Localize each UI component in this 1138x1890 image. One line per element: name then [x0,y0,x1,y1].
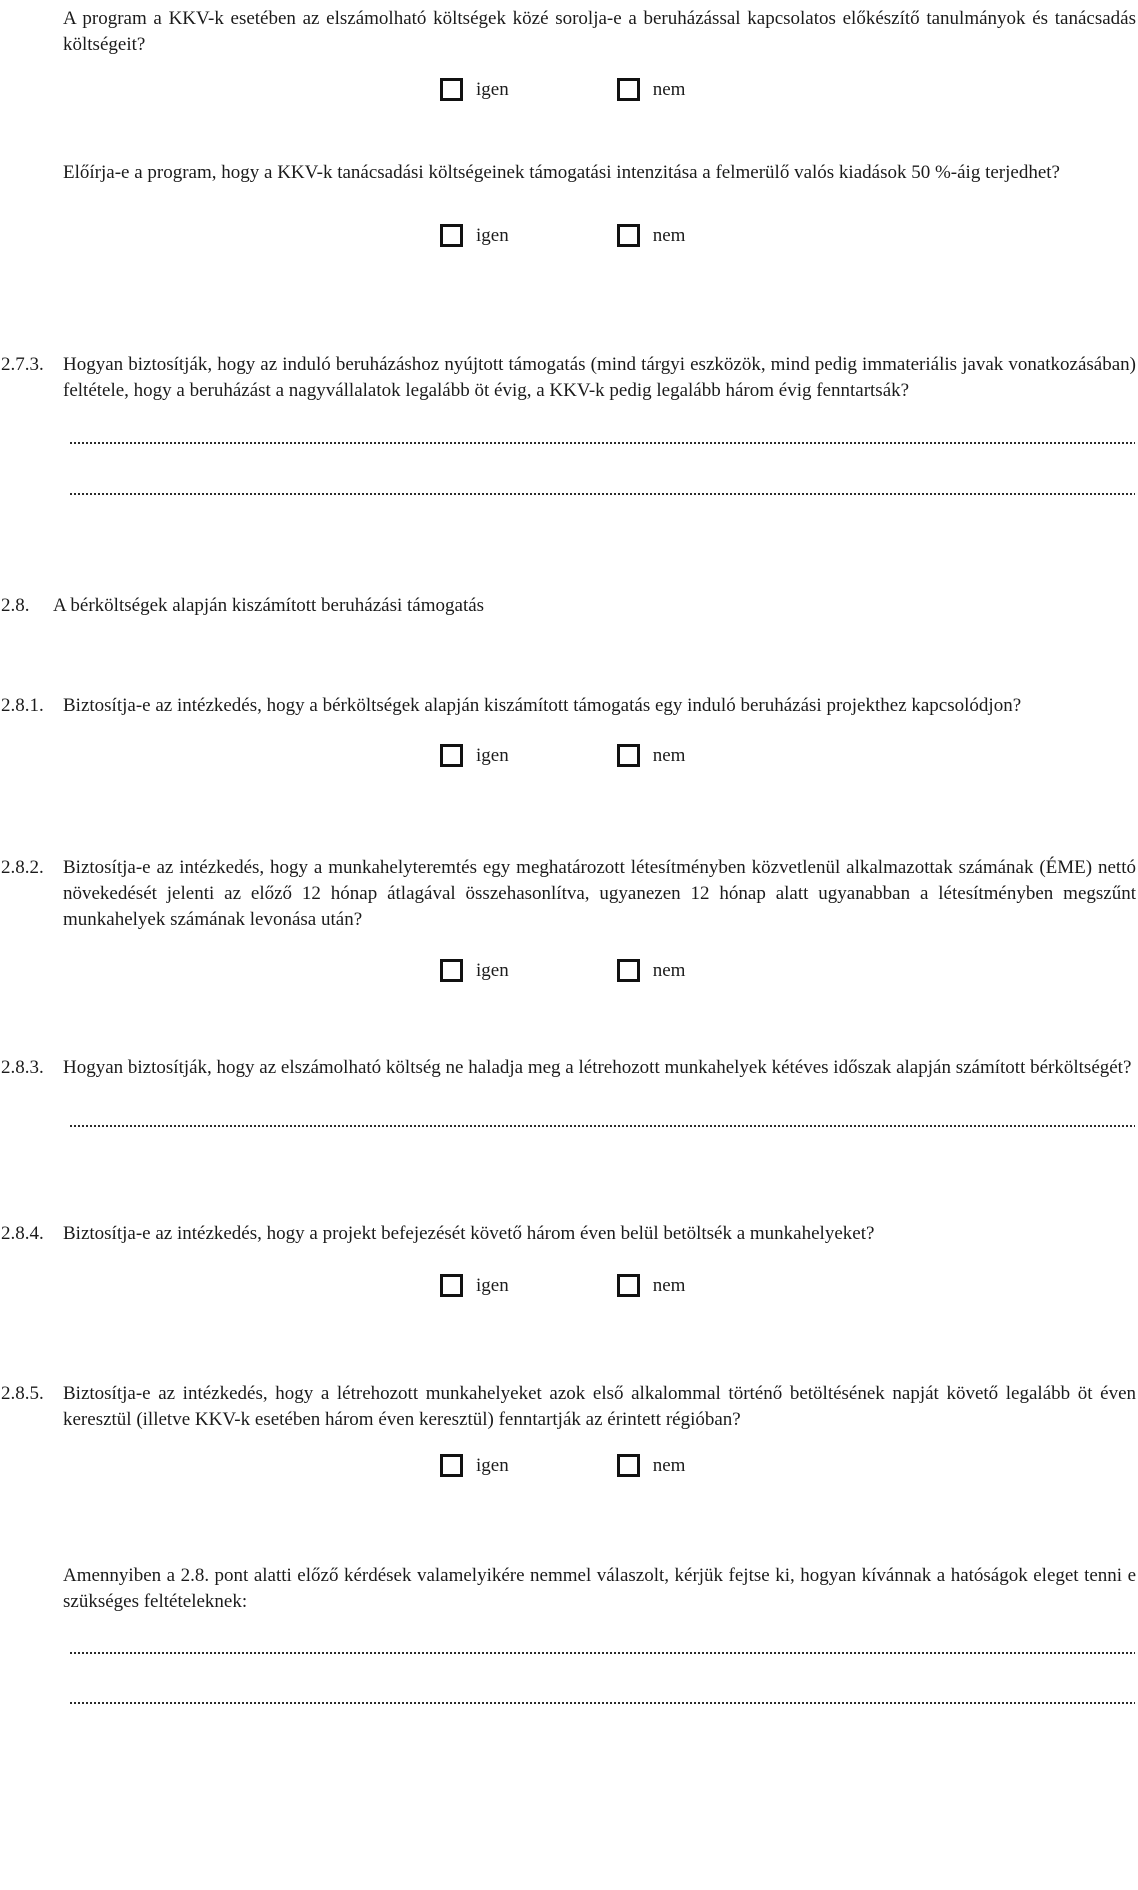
section-heading-2-8 [0,593,1138,619]
answer-line[interactable] [70,492,1135,495]
igen-checkbox[interactable] [440,224,463,247]
answer-row-2-8-5 [440,1454,1138,1477]
answer-line[interactable] [70,441,1135,444]
question-block-2-8-5 [0,1381,1138,1433]
nem-label: nem [652,959,686,981]
igen-option [440,958,509,984]
section-number: 2.8.4. [1,1223,44,1244]
igen-label: igen [476,78,509,100]
question-text: Hogyan biztosítják, hogy az elszámolható költség ne haladja meg a létrehozott munkahelyek kétéves időszak alapján számított bérköltségét? [63,1057,1132,1078]
nem-checkbox[interactable] [617,78,640,101]
igen-checkbox[interactable] [440,1274,463,1297]
question-text: Biztosítja-e az intézkedés, hogy a munkahelyteremtés egy meghatározott létesítményben közvetlenül alkalmazottak számának (ÉME) nettó növekedését jelenti az előző 12 hónap átlagával összehasonlítva, ugyanezen 12 hónap alatt ugyanabban a létesítményben megszűnt munkahelyek számának levonása után? [63,857,1136,930]
section-number: 2.8. [1,595,30,616]
answer-row-preparatory-costs [440,78,1138,101]
answer-row-consulting-intensity [440,224,1138,247]
instruction-text: Amennyiben a 2.8. pont alatti előző kérdések valamelyikére nemmel válaszolt, kérjük fejtse ki, hogyan kívánnak a hatóságok eleget tenni e szükséges feltételeknek: [63,1565,1136,1612]
question-text: Hogyan biztosítják, hogy az induló beruházáshoz nyújtott támogatás (mind tárgyi eszközök, mind pedig immateriális javak vonatkozásában) feltétele, hogy a beruházást a nagyvállalatok legalább öt évig, a KKV-k pedig legalább három évig fenntartsák? [63,354,1136,401]
nem-label: nem [652,744,686,766]
answer-line[interactable] [70,1651,1135,1654]
nem-label: nem [652,224,686,246]
igen-checkbox[interactable] [440,78,463,101]
section-number: 2.8.2. [1,857,44,878]
question-block-2-8-3 [0,1055,1138,1081]
nem-checkbox[interactable] [617,224,640,247]
question-text: Előírja-e a program, hogy a KKV-k tanácsadási költségeinek támogatási intenzitása a felmerülő valós kiadások 50 %-áig terjedhet? [63,162,1060,183]
question-block-2-8-2 [0,855,1138,933]
answer-row-2-8-1 [440,744,1138,767]
question-text: Biztosítja-e az intézkedés, hogy a bérköltségek alapján kiszámított támogatás egy induló beruházási projekthez kapcsolódjon? [63,695,1022,716]
igen-checkbox[interactable] [440,1454,463,1477]
nem-option [617,958,686,984]
nem-checkbox[interactable] [617,1274,640,1297]
nem-label: nem [652,1274,686,1296]
instruction-block-2-8-explanation [0,1563,1138,1615]
question-block-2-8-4 [0,1221,1138,1247]
nem-option [617,223,686,249]
igen-option [440,1273,509,1299]
question-block-2-8-1 [0,693,1138,719]
answer-row-2-8-2 [440,959,1138,982]
question-text: Biztosítja-e az intézkedés, hogy a létrehozott munkahelyeket azok első alkalommal történő betöltésének napját követő legalább öt éven keresztül (illetve KKV-k esetében három éven keresztül) fenntartják az érintett régióban? [63,1383,1136,1430]
section-number: 2.8.5. [1,1383,44,1404]
igen-checkbox[interactable] [440,744,463,767]
nem-label: nem [652,78,686,100]
question-block-consulting-intensity [0,160,1138,186]
igen-checkbox[interactable] [440,959,463,982]
nem-label: nem [652,1454,686,1476]
nem-checkbox[interactable] [617,744,640,767]
answer-row-2-8-4 [440,1274,1138,1297]
nem-option [617,77,686,103]
nem-checkbox[interactable] [617,1454,640,1477]
igen-label: igen [476,1454,509,1476]
section-number: 2.8.1. [1,695,44,716]
igen-option [440,223,509,249]
question-text: Biztosítja-e az intézkedés, hogy a projekt befejezését követő három éven belül betöltsék a munkahelyeket? [63,1223,875,1244]
answer-line[interactable] [70,1124,1135,1127]
igen-option [440,1453,509,1479]
nem-option [617,743,686,769]
question-block-2-7-3 [0,352,1138,404]
igen-label: igen [476,744,509,766]
section-heading-text: A bérköltségek alapján kiszámított beruházási támogatás [53,595,485,616]
nem-checkbox[interactable] [617,959,640,982]
section-number: 2.8.3. [1,1057,44,1078]
igen-option [440,77,509,103]
answer-line[interactable] [70,1701,1135,1704]
igen-option [440,743,509,769]
section-number: 2.7.3. [1,354,44,375]
igen-label: igen [476,1274,509,1296]
nem-option [617,1453,686,1479]
question-text: A program a KKV-k esetében az elszámolható költségek közé sorolja-e a beruházással kapcsolatos előkészítő tanulmányok és tanácsadás költségeit? [63,8,1136,55]
nem-option [617,1273,686,1299]
question-block-preparatory-costs [0,6,1138,58]
igen-label: igen [476,224,509,246]
igen-label: igen [476,959,509,981]
